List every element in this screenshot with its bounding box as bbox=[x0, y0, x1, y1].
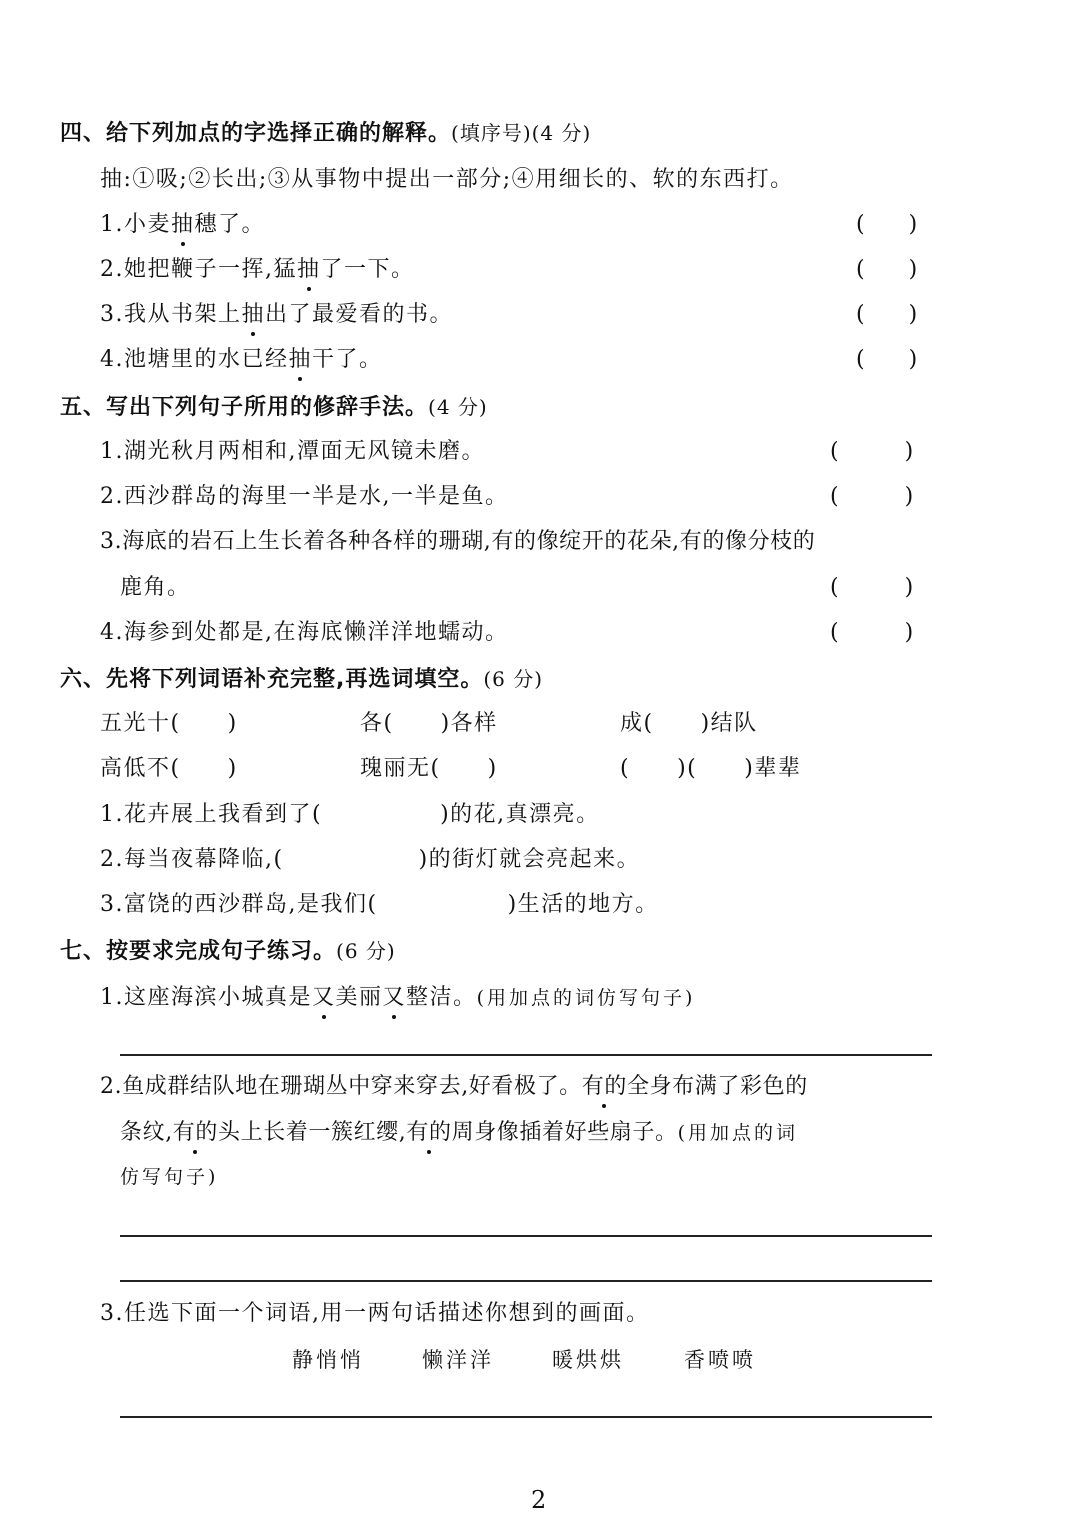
section-4-item-2 bbox=[100, 252, 415, 283]
section-5-item-2: 2.西沙群岛的海里一半是水,一半是鱼。 bbox=[100, 484, 509, 509]
item-text: 1.这座海滨小城真是 bbox=[100, 985, 312, 1010]
idiom-fill-2[interactable]: 各( )各样 bbox=[360, 711, 498, 736]
answer-blank[interactable]: ( ) bbox=[830, 575, 914, 600]
dotted-char: 抽 bbox=[171, 207, 195, 238]
sentence-text: )的街灯就会亮起来。 bbox=[418, 847, 641, 872]
sentence-text: 1.花卉展上我看到了( bbox=[100, 802, 323, 827]
item-text: 1.小麦 bbox=[100, 212, 171, 237]
section-4-item-1 bbox=[100, 207, 265, 238]
section-4-heading bbox=[60, 116, 591, 147]
section-6-title: 六、先将下列词语补充完整,再选词填空。 bbox=[60, 667, 484, 692]
idiom-fill-4[interactable]: 高低不( ) bbox=[100, 756, 238, 781]
item-text: 整洁。 bbox=[406, 985, 477, 1010]
instruction-note: (用加点的词 bbox=[677, 1122, 799, 1144]
instruction-note-continuation: 仿写句子) bbox=[120, 1166, 219, 1188]
item-text: 周身像插着好些扇子。 bbox=[451, 1120, 678, 1145]
section-6-sentence-2 bbox=[100, 842, 640, 873]
section-7-item-3: 3.任选下面一个词语,用一两句话描述你想到的画面。 bbox=[100, 1301, 650, 1326]
section-6-points: (6 分) bbox=[483, 667, 544, 691]
section-7-item-2-line-2 bbox=[120, 1115, 798, 1146]
idiom-fill-3[interactable]: 成( )结队 bbox=[620, 711, 758, 736]
answer-blank[interactable]: ( ) bbox=[830, 620, 914, 645]
answer-blank[interactable]: ( ) bbox=[856, 257, 918, 282]
item-text: 出了最爱看的书。 bbox=[265, 302, 454, 327]
item-text: 头上长着一簇红缨, bbox=[218, 1120, 407, 1145]
item-text: 4.池塘里的水已经 bbox=[100, 347, 289, 372]
section-5-heading bbox=[60, 390, 488, 421]
idiom-fill-1[interactable]: 五光十( ) bbox=[100, 711, 238, 736]
section-6-sentence-1 bbox=[100, 797, 600, 828]
answer-line[interactable] bbox=[120, 1235, 932, 1237]
item-text: 美丽 bbox=[335, 985, 383, 1010]
dotted-char: 抽 bbox=[297, 252, 321, 283]
section-5-points: (4 分) bbox=[428, 395, 488, 419]
word-option-1: 静悄悄 bbox=[292, 1348, 364, 1372]
section-7-item-1 bbox=[100, 980, 695, 1011]
item-text: 干了。 bbox=[312, 347, 383, 372]
dotted-char: 又 bbox=[383, 980, 407, 1011]
word-option-4: 香喷喷 bbox=[684, 1348, 756, 1372]
word-option-3: 暖烘烘 bbox=[552, 1348, 624, 1372]
section-6-sentence-3 bbox=[100, 887, 659, 918]
answer-line[interactable] bbox=[120, 1054, 932, 1056]
idiom-fill-5[interactable]: 瑰丽无( ) bbox=[360, 756, 498, 781]
item-text: 穗了。 bbox=[194, 212, 266, 237]
dotted-word: 有的 bbox=[406, 1115, 451, 1146]
sentence-text: 3.富饶的西沙群岛,是我们( bbox=[100, 892, 378, 917]
section-5-item-1: 1.湖光秋月两相和,潭面无风镜未磨。 bbox=[100, 439, 485, 464]
sentence-text: 2.每当夜幕降临,( bbox=[100, 847, 284, 872]
idiom-fill-6[interactable]: ( )( )辈辈 bbox=[620, 756, 802, 781]
dotted-char: 又 bbox=[312, 980, 336, 1011]
item-text: 3.我从书架上 bbox=[100, 302, 242, 327]
definitions-line: 抽:①吸;②长出;③从事物中提出一部分;④用细长的、软的东西打。 bbox=[100, 167, 794, 192]
item-text: 了一下。 bbox=[320, 257, 415, 282]
item-text: 2.她把鞭子一挥,猛 bbox=[100, 257, 297, 282]
section-5-title: 五、写出下列句子所用的修辞手法。 bbox=[60, 395, 429, 420]
section-7-item-2-line-1 bbox=[100, 1069, 808, 1100]
dotted-word: 有的 bbox=[173, 1115, 218, 1146]
section-7-title: 七、按要求完成句子练习。 bbox=[60, 939, 337, 964]
dotted-char: 抽 bbox=[289, 342, 313, 373]
word-option-2: 懒洋洋 bbox=[422, 1348, 494, 1372]
section-5-item-4: 4.海参到处都是,在海底懒洋洋地蠕动。 bbox=[100, 620, 509, 645]
section-5-item-3: 3.海底的岩石上生长着各种各样的珊瑚,有的像绽开的花朵,有的像分枝的 bbox=[100, 529, 816, 554]
answer-blank[interactable]: ( ) bbox=[830, 484, 914, 509]
item-text: 条纹, bbox=[120, 1120, 173, 1145]
answer-blank[interactable]: ( ) bbox=[856, 302, 918, 327]
answer-blank[interactable]: ( ) bbox=[856, 347, 918, 372]
sentence-text: )生活的地方。 bbox=[507, 892, 659, 917]
section-4-title: 四、给下列加点的字选择正确的解释。 bbox=[60, 121, 452, 146]
section-5-item-3-continuation: 鹿角。 bbox=[120, 575, 191, 600]
item-text: 全身布满了彩色的 bbox=[627, 1074, 808, 1099]
answer-line[interactable] bbox=[120, 1416, 932, 1418]
instruction-note: (用加点的词仿写句子) bbox=[476, 987, 696, 1009]
section-4-item-3 bbox=[100, 297, 453, 328]
answer-blank[interactable]: ( ) bbox=[830, 439, 914, 464]
item-text: 2.鱼成群结队地在珊瑚丛中穿来穿去,好看极了。 bbox=[100, 1074, 582, 1099]
section-7-heading bbox=[60, 934, 396, 965]
answer-line[interactable] bbox=[120, 1280, 932, 1282]
dotted-char: 抽 bbox=[242, 297, 266, 328]
sentence-text: )的花,真漂亮。 bbox=[440, 802, 600, 827]
section-4-points: (填序号)(4 分) bbox=[451, 121, 592, 145]
page-number: 2 bbox=[531, 1486, 547, 1514]
answer-blank[interactable]: ( ) bbox=[856, 212, 918, 237]
section-7-points: (6 分) bbox=[336, 939, 396, 963]
section-4-item-4 bbox=[100, 342, 383, 373]
dotted-word: 有的 bbox=[582, 1069, 627, 1100]
section-6-heading bbox=[60, 662, 543, 693]
